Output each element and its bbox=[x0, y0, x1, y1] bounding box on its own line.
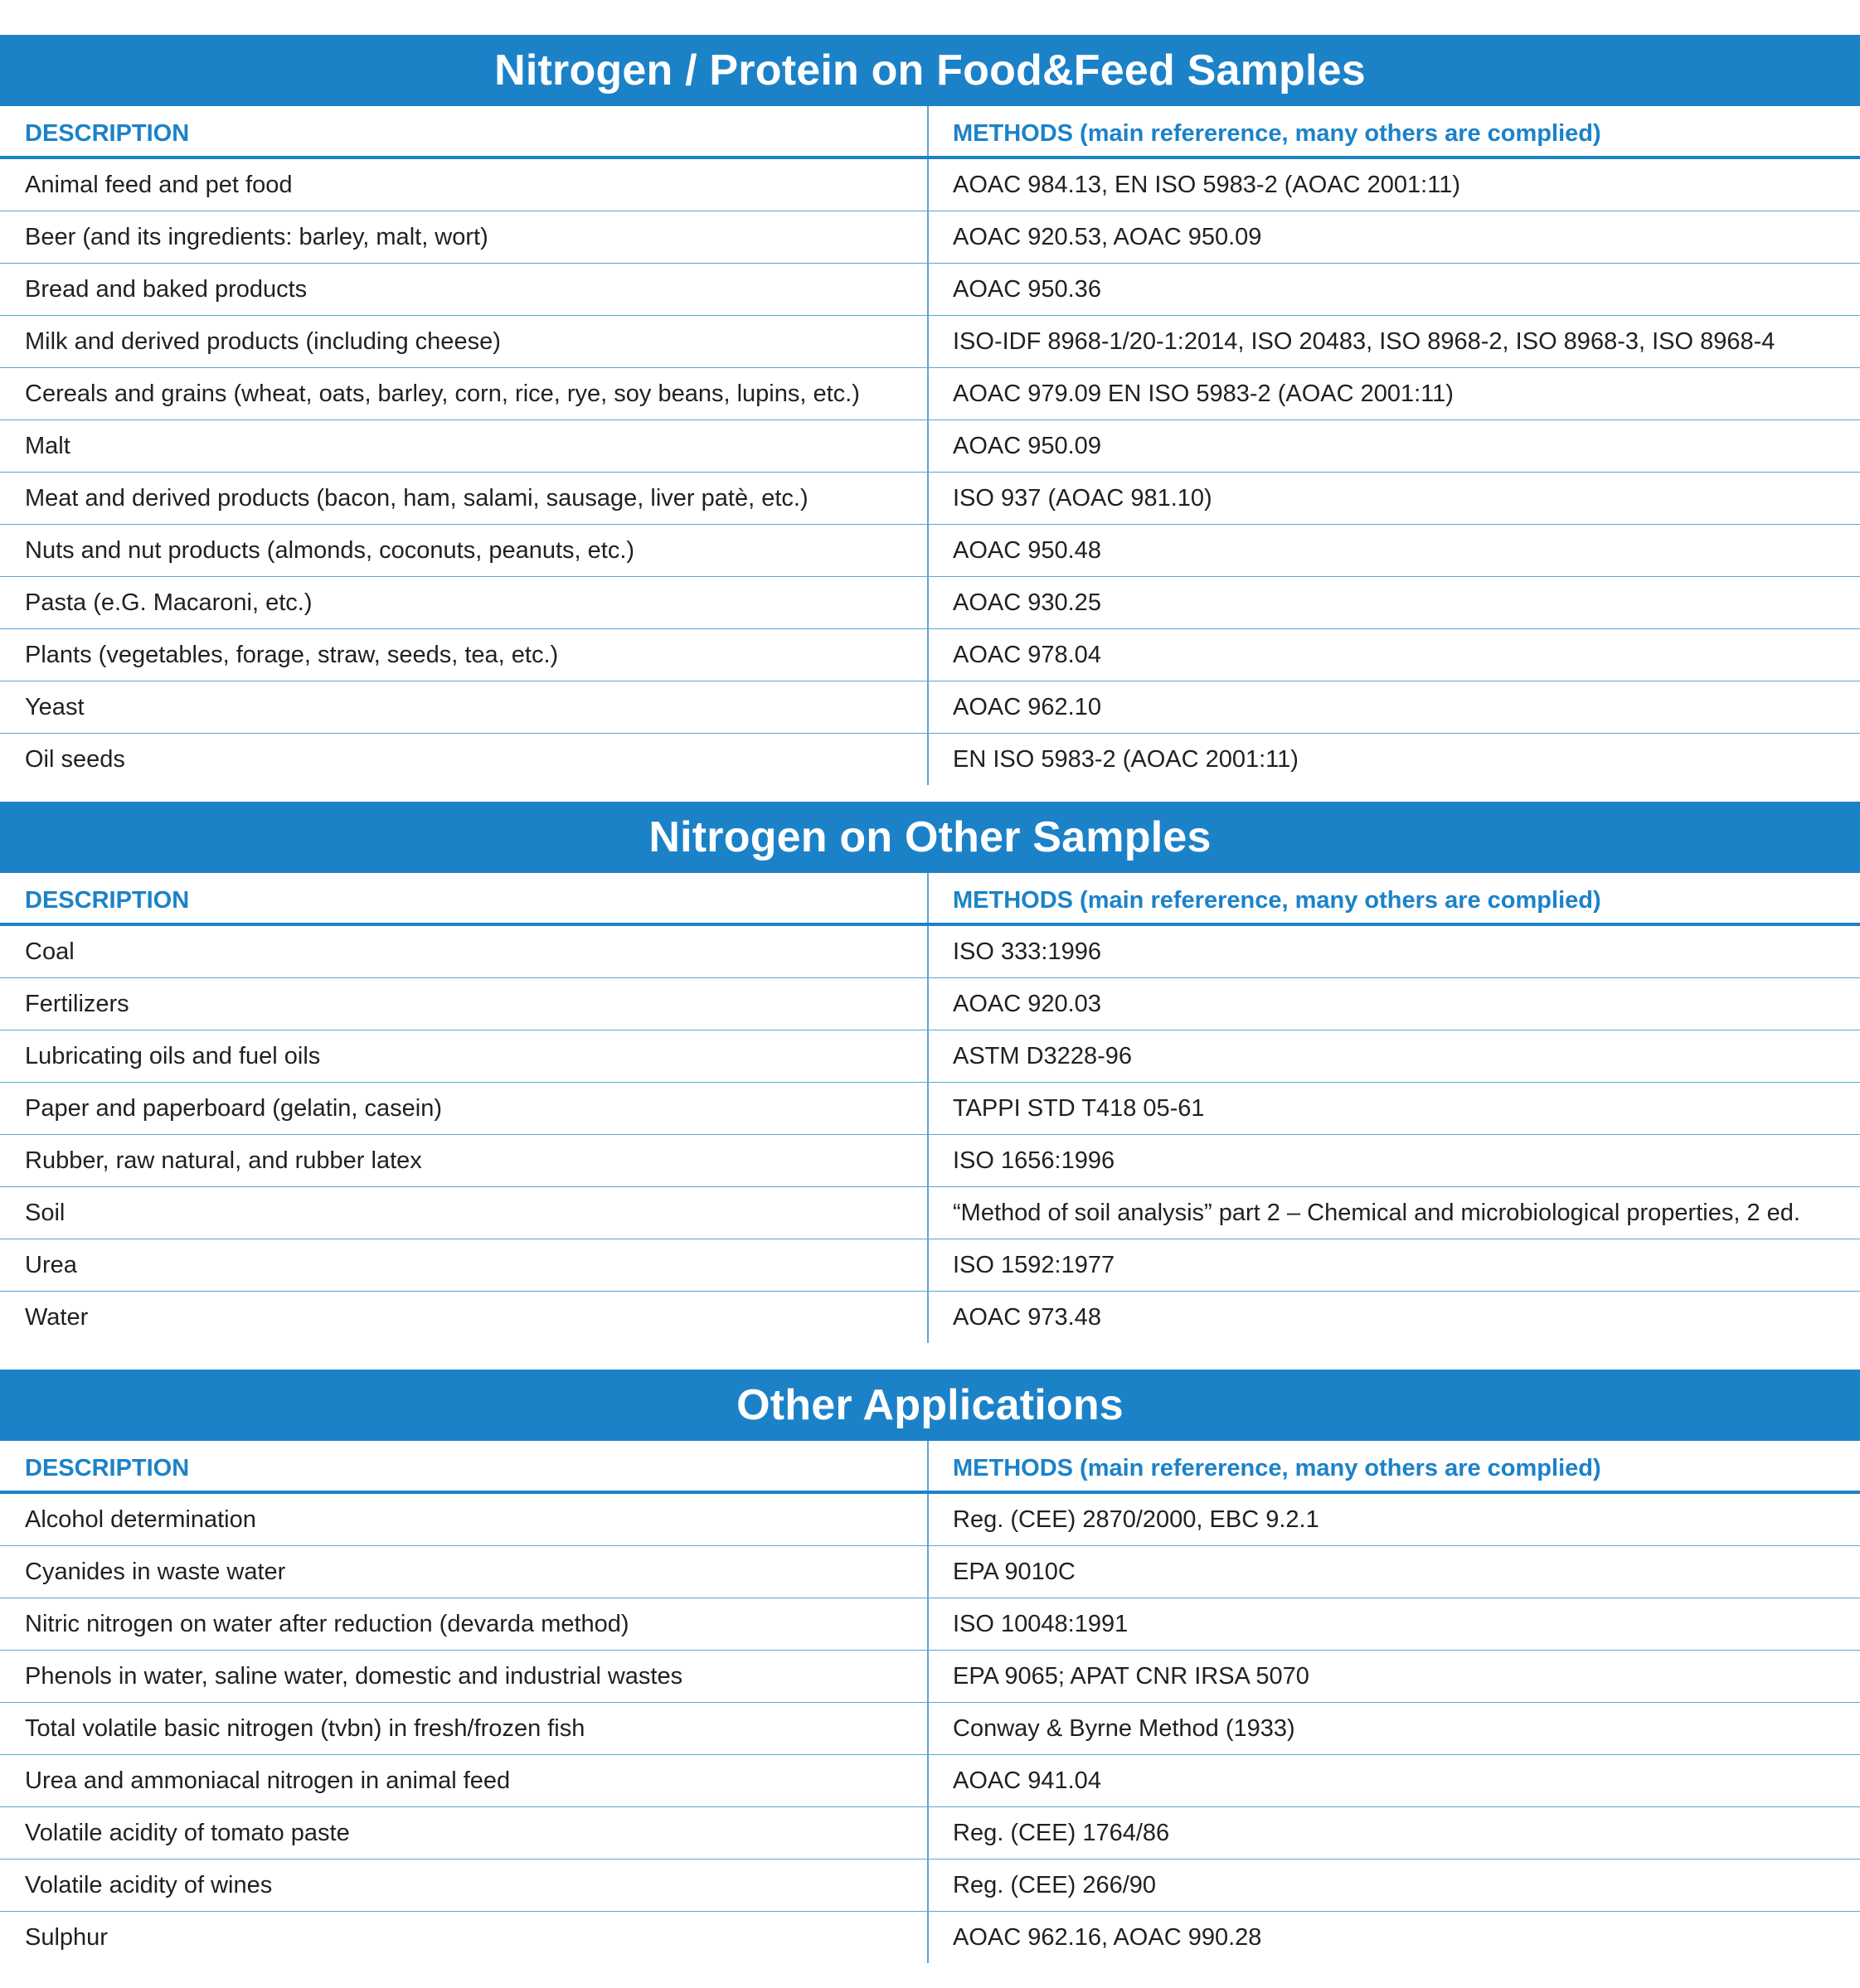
table-header bbox=[0, 873, 1860, 926]
cell-methods: ISO 1656:1996 bbox=[927, 1135, 1860, 1186]
table-row bbox=[0, 1651, 1860, 1703]
cell-description: Coal bbox=[25, 938, 75, 965]
cell-description: Lubricating oils and fuel oils bbox=[25, 1042, 321, 1069]
cell-methods: EPA 9010C bbox=[927, 1546, 1860, 1598]
table-row bbox=[0, 1187, 1860, 1239]
cell-description: Cereals and grains (wheat, oats, barley, corn, rice, rye, soy beans, lupins, etc.) bbox=[25, 380, 860, 407]
cell-methods: AOAC 920.03 bbox=[927, 978, 1860, 1030]
cell-methods: AOAC 950.48 bbox=[927, 525, 1860, 576]
table-row bbox=[0, 577, 1860, 629]
section-title: Nitrogen on Other Samples bbox=[0, 802, 1860, 873]
cell-methods: EPA 9065; APAT CNR IRSA 5070 bbox=[927, 1651, 1860, 1702]
table-row bbox=[0, 1755, 1860, 1807]
cell-description: Volatile acidity of tomato paste bbox=[25, 1819, 350, 1846]
cell-methods: “Method of soil analysis” part 2 – Chemical and microbiological properties, 2 ed. bbox=[927, 1187, 1860, 1239]
cell-description: Water bbox=[25, 1303, 89, 1331]
cell-description: Alcohol determination bbox=[25, 1506, 256, 1533]
table-row bbox=[0, 368, 1860, 420]
cell-methods: AOAC 962.10 bbox=[927, 681, 1860, 733]
cell-methods: Reg. (CEE) 266/90 bbox=[927, 1860, 1860, 1911]
cell-description: Milk and derived products (including cheese) bbox=[25, 327, 501, 355]
table-header bbox=[0, 1441, 1860, 1494]
column-header-methods: METHODS (main refererence, many others are complied) bbox=[927, 106, 1860, 156]
cell-methods: AOAC 979.09 EN ISO 5983-2 (AOAC 2001:11) bbox=[927, 368, 1860, 419]
table-row bbox=[0, 1292, 1860, 1343]
cell-methods: Reg. (CEE) 2870/2000, EBC 9.2.1 bbox=[927, 1494, 1860, 1545]
cell-methods: AOAC 920.53, AOAC 950.09 bbox=[927, 211, 1860, 263]
cell-description: Rubber, raw natural, and rubber latex bbox=[25, 1147, 422, 1174]
cell-description: Nuts and nut products (almonds, coconuts, peanuts, etc.) bbox=[25, 536, 635, 564]
cell-description: Beer (and its ingredients: barley, malt, wort) bbox=[25, 223, 488, 250]
table-row bbox=[0, 1807, 1860, 1860]
cell-methods: ISO 1592:1977 bbox=[927, 1239, 1860, 1291]
section-title: Nitrogen / Protein on Food&Feed Samples bbox=[0, 35, 1860, 106]
table-row bbox=[0, 1546, 1860, 1598]
cell-description: Pasta (e.G. Macaroni, etc.) bbox=[25, 589, 313, 616]
cell-description: Volatile acidity of wines bbox=[25, 1871, 273, 1898]
table-row bbox=[0, 525, 1860, 577]
cell-methods: AOAC 962.16, AOAC 990.28 bbox=[927, 1912, 1860, 1963]
table-section bbox=[0, 802, 1860, 1343]
table-row bbox=[0, 1912, 1860, 1963]
cell-methods: ISO 333:1996 bbox=[927, 926, 1860, 977]
cell-methods: ASTM D3228-96 bbox=[927, 1030, 1860, 1082]
cell-description: Meat and derived products (bacon, ham, salami, sausage, liver patè, etc.) bbox=[25, 484, 809, 512]
cell-methods: EN ISO 5983-2 (AOAC 2001:11) bbox=[927, 734, 1860, 785]
cell-methods: ISO 937 (AOAC 981.10) bbox=[927, 473, 1860, 524]
cell-description: Urea and ammoniacal nitrogen in animal feed bbox=[25, 1767, 511, 1794]
table-row bbox=[0, 978, 1860, 1030]
cell-description: Paper and paperboard (gelatin, casein) bbox=[25, 1094, 442, 1122]
table-row bbox=[0, 420, 1860, 473]
table-row bbox=[0, 159, 1860, 211]
column-header-description: DESCRIPTION bbox=[25, 886, 190, 914]
table-row bbox=[0, 1135, 1860, 1187]
table-row bbox=[0, 1494, 1860, 1546]
cell-description: Fertilizers bbox=[25, 990, 129, 1017]
table-row bbox=[0, 1860, 1860, 1912]
cell-methods: AOAC 978.04 bbox=[927, 629, 1860, 681]
table-header bbox=[0, 106, 1860, 159]
cell-description: Cyanides in waste water bbox=[25, 1558, 286, 1585]
cell-description: Total volatile basic nitrogen (tvbn) in fresh/frozen fish bbox=[25, 1714, 585, 1742]
cell-description: Nitric nitrogen on water after reduction (devarda method) bbox=[25, 1610, 629, 1637]
cell-methods: AOAC 950.09 bbox=[927, 420, 1860, 472]
cell-methods: AOAC 950.36 bbox=[927, 264, 1860, 315]
table-row bbox=[0, 316, 1860, 368]
cell-description: Bread and baked products bbox=[25, 275, 308, 303]
cell-methods: ISO 10048:1991 bbox=[927, 1598, 1860, 1650]
table-row bbox=[0, 1703, 1860, 1755]
cell-methods: ISO-IDF 8968-1/20-1:2014, ISO 20483, ISO 8968-2, ISO 8968-3, ISO 8968-4 bbox=[927, 316, 1860, 367]
column-header-methods: METHODS (main refererence, many others are complied) bbox=[927, 1441, 1860, 1491]
table-row bbox=[0, 211, 1860, 264]
table-row bbox=[0, 1239, 1860, 1292]
table-section bbox=[0, 1370, 1860, 1963]
table-row bbox=[0, 1030, 1860, 1083]
table-section bbox=[0, 35, 1860, 785]
cell-description: Animal feed and pet food bbox=[25, 171, 293, 198]
cell-description: Malt bbox=[25, 432, 70, 459]
table-row bbox=[0, 1598, 1860, 1651]
cell-description: Sulphur bbox=[25, 1923, 108, 1951]
cell-methods: AOAC 930.25 bbox=[927, 577, 1860, 628]
cell-methods: TAPPI STD T418 05-61 bbox=[927, 1083, 1860, 1134]
section-title: Other Applications bbox=[0, 1370, 1860, 1441]
table-row bbox=[0, 629, 1860, 681]
cell-methods: Conway & Byrne Method (1933) bbox=[927, 1703, 1860, 1754]
table-row bbox=[0, 264, 1860, 316]
table-row bbox=[0, 473, 1860, 525]
table-row bbox=[0, 681, 1860, 734]
table-row bbox=[0, 1083, 1860, 1135]
cell-methods: AOAC 984.13, EN ISO 5983-2 (AOAC 2001:11) bbox=[927, 159, 1860, 211]
cell-description: Plants (vegetables, forage, straw, seeds, tea, etc.) bbox=[25, 641, 559, 668]
column-header-description: DESCRIPTION bbox=[25, 1454, 190, 1481]
cell-description: Urea bbox=[25, 1251, 77, 1278]
column-header-description: DESCRIPTION bbox=[25, 119, 190, 147]
column-header-methods: METHODS (main refererence, many others are complied) bbox=[927, 873, 1860, 923]
table-row bbox=[0, 926, 1860, 978]
cell-description: Yeast bbox=[25, 693, 85, 720]
cell-methods: Reg. (CEE) 1764/86 bbox=[927, 1807, 1860, 1859]
cell-methods: AOAC 941.04 bbox=[927, 1755, 1860, 1806]
cell-description: Oil seeds bbox=[25, 745, 125, 773]
table-row bbox=[0, 734, 1860, 785]
cell-methods: AOAC 973.48 bbox=[927, 1292, 1860, 1343]
cell-description: Soil bbox=[25, 1199, 66, 1226]
cell-description: Phenols in water, saline water, domestic and industrial wastes bbox=[25, 1662, 683, 1690]
